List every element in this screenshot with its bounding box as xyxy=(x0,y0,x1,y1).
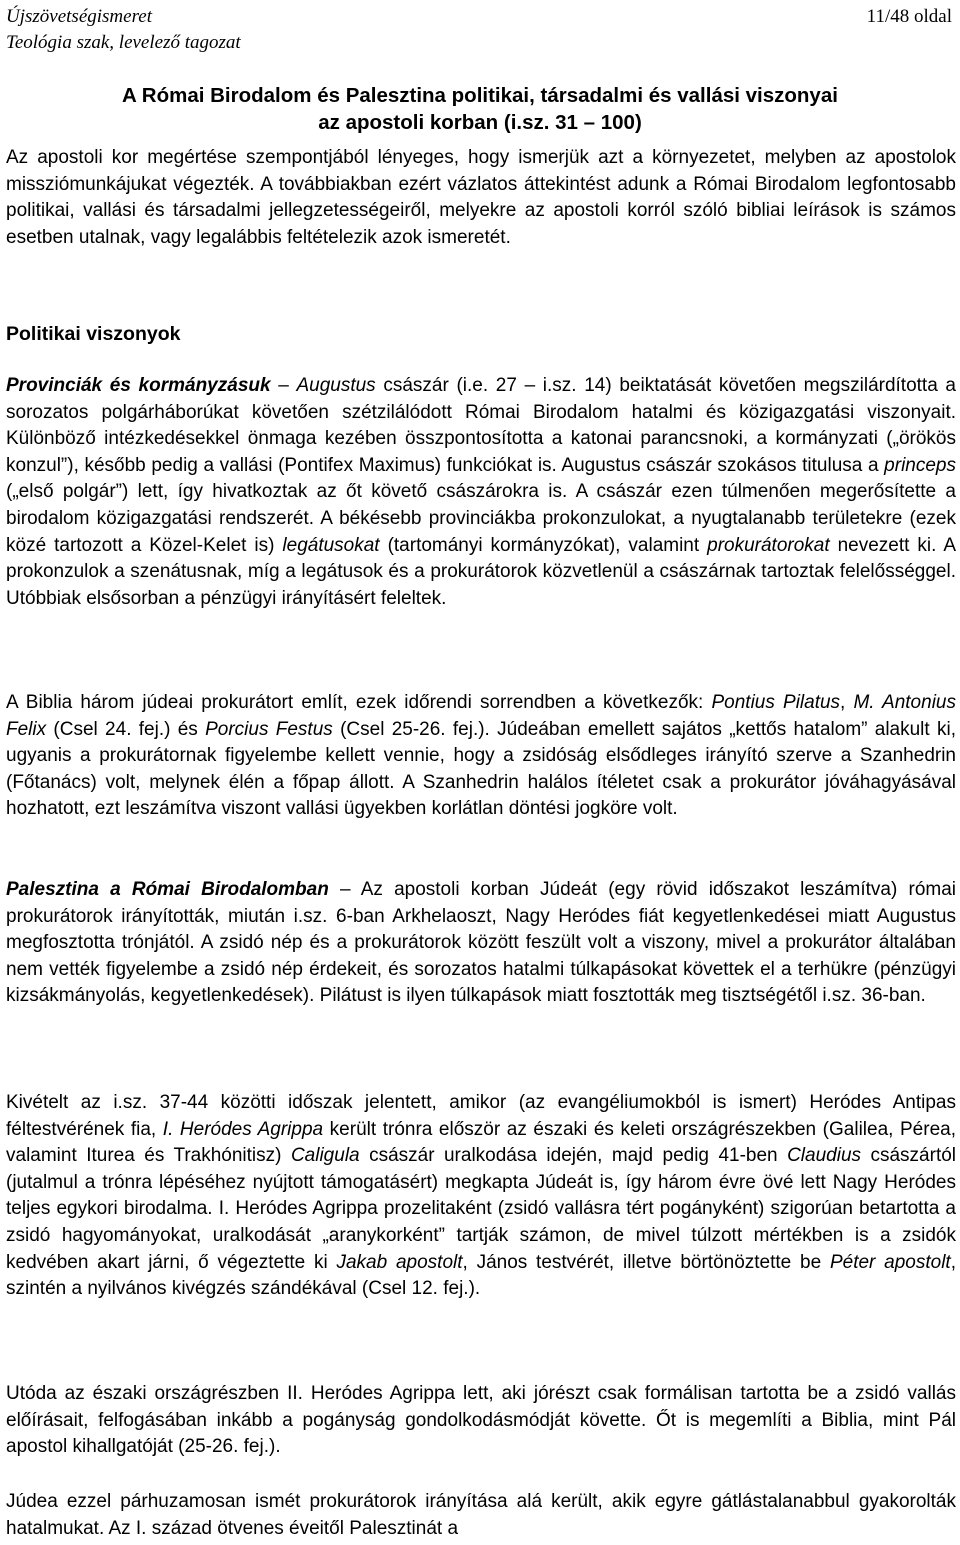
palestine-paragraph: Palesztina a Római Birodalomban – Az apostoli korban Júdeát (egy rövid időszakot leszámítva) római prokurátorok irányították, miután i.sz. 6-ban Arkhelaoszt, Nagy Heródes fiát kegyetlenkedései miatt Augustus megfosztotta trónjától. A zsidó nép és a prokurátorok között feszült volt a viszony, mivel a prokurátor általában nem vették figyelembe a zsidó nép érdekeit, és sorozatos hatalmi túlkapásokat követtek el a terhükre (pénzügyi kizsákmányolás, kegyetlenkedések). Pilátust is ilyen túlkapások miatt fosztották meg tisztségétől i.sz. 36-ban. xyxy=(6,879,956,1007)
name-jakab: Jakab apostolt xyxy=(336,1251,463,1273)
name-peter: Péter apostolt xyxy=(829,1251,951,1273)
exception-paragraph: Kivételt az i.sz. 37-44 közötti időszak jelentett, amikor (az evangéliumokból is ismert) Heródes Antipas féltestvérének fia, I. Heródes Agrippa került trónra először az északi és keleti országrészekben (Galilea, Pérea, valamint Iturea és Trakhónitisz) Caligula császár uralkodása idején, majd pedig 41-ben Claudius császártól (jutalmul a trónra lépéséhez nyújtott támogatásért) megkapta Júdeát is, így három évre övé lett Nagy Heródes teljes egykori birodalma. I. Heródes Agrippa prozelitaként (zsidó vallásra tért pogányként) szigorúan betartotta a zsidó hagyományokat, uralkodását „aranykorként” tartják számon, de mivel túlzott mértékben is a zsidók kedvében akart járni, ő végeztette ki Jakab apostolt, János testvérét, illetve börtönöztette be Péter apostolt, szintén a nyilvános kivégzés szándékával (Csel 12. fej.). xyxy=(6,1092,957,1300)
name-claudius: Claudius xyxy=(787,1145,862,1167)
name-caligula: Caligula xyxy=(290,1145,360,1167)
name-agrippa: I. Heródes Agrippa xyxy=(162,1118,324,1140)
header-subject: Újszövetségismeret xyxy=(6,6,152,27)
name-felix: M. Antonius Felix xyxy=(6,692,956,740)
name-festus: Porcius Festus xyxy=(205,718,333,740)
document-title xyxy=(0,82,960,136)
intro-paragraph: Az apostoli kor megértése szempontjából lényeges, hogy ismerjük azt a környezetet, melyben az apostolok missziómunkájukat végezték. A továbbiakban ezért vázlatos áttekintést adunk a Római Birodalom legfontosabb politikai, vallási és társadalmi jellegzetességeiről, melyekre az apostoli korról szóló bibliai leírások is számos esetben utalnak, vagy legalábbis feltételezik azok ismeretét. xyxy=(6,147,956,248)
section-heading-politics: Politikai viszonyok xyxy=(6,323,181,345)
term-legatus: legátusokat xyxy=(282,534,380,556)
term-procurator: prokurátorokat xyxy=(707,534,830,556)
name-pilatus: Pontius Pilatus xyxy=(711,692,841,713)
provinces-paragraph: Provinciák és kormányzásuk – Augustus császár (i.e. 27 – i.sz. 14) beiktatását követően megszilárdította a sorozatos polgárháborúkat követően szétzilálódott Római Birodalom hatalmi és közigazgatási viszonyait. Különböző intézkedésekkel önmaga kezében összpontosította a katonai parancsnoki, a kormányzati („örökös konzul”), később pedig a vallási (Pontifex Maximus) funkciókat is. Augustus császár szokásos titulusa a princeps („első polgár”) lett, így hivatkoztak az őt követő császárokra is. A császár ezen túlmenően megerősítette a birodalom közigazgatási rendszerét. A békésebb provinciákba prokonzulokat, a nyugtalanabb területekre (ezek közé tartozott a Közel-Kelet is) legátusokat (tartományi kormányzókat), valamint prokurátorokat nevezett ki. A prokonzulok a szenátusnak, míg a legátusok és a prokurátorok közvetlenül a császárnak tartoztak felelősséggel. Utóbbiak elsősorban a pénzügyi irányításért feleltek. xyxy=(6,375,956,609)
header-program: Teológia szak, levelező tagozat xyxy=(6,32,241,53)
page-header-course xyxy=(6,4,241,56)
successor-paragraph: Utóda az északi országrészben II. Heródes Agrippa lett, aki jórészt csak formálisan tartotta be a zsidó vallás előírásait, felfogásában inkább a pogányság gondolkodásmódját követte. Őt is megemlíti a Biblia, mint Pál apostol kihallgatóját (25-26. fej.). xyxy=(6,1383,956,1458)
provinces-heading: Provinciák és kormányzásuk xyxy=(6,375,271,396)
term-princeps: princeps xyxy=(884,454,956,476)
procurators-paragraph: A Biblia három júdeai prokurátort említ, ezek időrendi sorrendben a következők: Pontius Pilatus, M. Antonius Felix (Csel 24. fej.) és Porcius Festus (Csel 25-26. fej.). Júdeában emellett sajátos „kettős hatalom” alakult ki, ugyanis a prokurátornak figyelembe kellett vennie, hogy a zsidóság elsődleges irányító szerve a Szanhedrin (Főtanács) volt, melynek élén a főpap állott. A Szanhedrin halálos ítéletet csak a prokurátor jóváhagyásával hozhatott, ezt leszámítva viszont vallási ügyekben korlátlan döntési jogköre volt. xyxy=(6,692,956,820)
title-line-2: az apostoli korban (i.sz. 31 – 100) xyxy=(318,111,642,134)
page-number: 11/48 oldal xyxy=(866,6,952,27)
emperor-name: Augustus xyxy=(296,375,376,396)
judea-paragraph: Júdea ezzel párhuzamosan ismét prokurátorok irányítása alá került, akik egyre gátlástalanabbul gyakorolták hatalmukat. Az I. század ötvenes éveitől Palesztinát a xyxy=(6,1491,956,1539)
palestine-heading: Palesztina a Római Birodalomban xyxy=(6,879,329,900)
title-line-1: A Római Birodalom és Palesztina politikai, társadalmi és vallási viszonyai xyxy=(122,84,838,107)
